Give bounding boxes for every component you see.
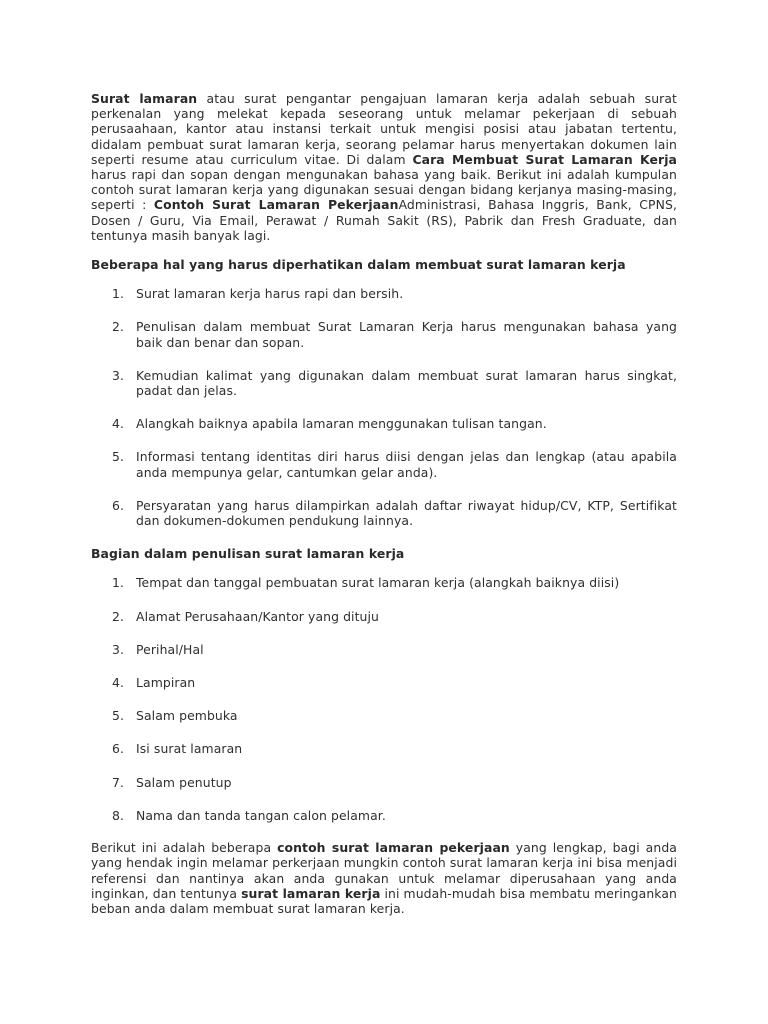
intro-paragraph: [91, 91, 677, 243]
list-item-number: 4.: [112, 675, 125, 691]
list-item: [91, 286, 677, 301]
list-item-text: Alangkah baiknya apabila lamaran menggunakan tulisan tangan.: [136, 416, 547, 432]
list-item-number: 2.: [112, 608, 125, 624]
list-item: [91, 675, 677, 690]
list-item-text: Lampiran: [136, 675, 196, 691]
list-item-text: Salam penutup: [136, 774, 232, 790]
intro-text: Administrasi, Bahasa Inggris, Bank, CPNS, Dosen / Guru, Via Email, Perawat / Rumah Sakit (RS), Pabrik dan Fresh Graduate, dan tentunya masih banyak lagi.: [91, 197, 677, 243]
list-item-number: 3.: [112, 367, 125, 383]
list-item-text: Salam pembuka: [136, 708, 238, 724]
intro-bold-term: Cara Membuat Surat Lamaran Kerja: [412, 151, 677, 167]
list-item-number: 1.: [112, 575, 125, 591]
list-item: [91, 498, 677, 528]
list-item-text: Tempat dan tanggal pembuatan surat lamaran kerja (alangkah baiknya diisi): [136, 575, 620, 591]
list-item-number: 4.: [112, 416, 125, 432]
list-item-number: 5.: [112, 449, 125, 465]
list-item: [91, 609, 677, 624]
section-heading-letter-parts: Bagian dalam penulisan surat lamaran kerja: [91, 546, 405, 562]
list-item-text: Penulisan dalam membuat Surat Lamaran Kerja harus mengunakan bahasa yang baik dan benar dan sopan.: [136, 319, 677, 350]
closing-text: yang lengkap, bagi anda yang hendak ingin melamar perkerjaan mungkin contoh surat lamaran kerja ini bisa menjadi referensi dan nantinya akan anda gunakan untuk melamar diperusahaan yang anda inginkan, dan tentunya: [91, 840, 677, 901]
list-item-text: Alamat Perusahaan/Kantor yang dituju: [136, 608, 380, 624]
list-item: [91, 575, 677, 590]
list-item-text: Surat lamaran kerja harus rapi dan bersih.: [136, 286, 404, 302]
list-item-text: Isi surat lamaran: [136, 741, 243, 757]
list-item-number: 6.: [112, 741, 125, 757]
closing-bold-term: surat lamaran kerja: [241, 885, 381, 901]
list-item: [91, 708, 677, 723]
list-item: [91, 319, 677, 349]
list-item: [91, 449, 677, 479]
list-item-text: Kemudian kalimat yang digunakan dalam membuat surat lamaran harus singkat, padat dan jelas.: [136, 367, 677, 399]
intro-bold-term: Surat lamaran: [91, 91, 198, 106]
list-item: [91, 368, 677, 398]
list-item: [91, 808, 677, 823]
list-item: [91, 642, 677, 657]
list-item-number: 1.: [112, 286, 125, 302]
list-item-number: 8.: [112, 807, 125, 823]
list-item-number: 6.: [112, 497, 125, 513]
list-item-text: Perihal/Hal: [136, 641, 204, 657]
section-heading-considerations: Beberapa hal yang harus diperhatikan dalam membuat surat lamaran kerja: [91, 257, 626, 273]
closing-text: ini mudah-mudah bisa membatu meringankan beban anda dalam membuat surat lamaran kerja.: [91, 885, 678, 916]
list-item-text: Persyaratan yang harus dilampirkan adalah daftar riwayat hidup/CV, KTP, Sertifikat dan dokumen-dokumen pendukung lainnya.: [136, 497, 677, 529]
intro-text: harus rapi dan sopan dengan mengunakan bahasa yang baik. Berikut ini adalah kumpulan contoh surat lamaran kerja yang digunakan sesuai dengan bidang kerjanya masing-masing, seperti :: [91, 167, 677, 213]
letter-parts-list: [91, 575, 677, 823]
list-item-text: Nama dan tanda tangan calon pelamar.: [136, 807, 386, 823]
list-item-number: 5.: [112, 708, 125, 724]
closing-paragraph: [91, 840, 677, 916]
intro-text: atau surat pengantar pengajuan lamaran kerja adalah sebuah surat perkenalan yang melekat kepada seseorang untuk melamar pekerjaan di sebuah perusaahaan, kantor atau instansi terkait untuk mengisi posisi atau jabatan tertentu, didalam pembuat surat lamaran kerja, seorang pelamar harus menyertakan dokumen lain seperti resume atau curriculum vitae. Di dalam: [91, 91, 677, 167]
intro-bold-term: Contoh Surat Lamaran Pekerjaan: [153, 197, 399, 213]
list-item-number: 3.: [112, 641, 125, 657]
closing-text: Berikut ini adalah beberapa: [91, 840, 278, 856]
considerations-list: [91, 286, 677, 528]
list-item: [91, 741, 677, 756]
list-item-number: 7.: [112, 774, 125, 790]
list-item-number: 2.: [112, 319, 125, 335]
closing-bold-term: contoh surat lamaran pekerjaan: [277, 840, 510, 856]
list-item-text: Informasi tentang identitas diri harus diisi dengan jelas dan lengkap (atau apabila anda mempunya gelar, cantumkan gelar anda).: [136, 449, 677, 480]
list-item: [91, 775, 677, 790]
list-item: [91, 416, 677, 431]
